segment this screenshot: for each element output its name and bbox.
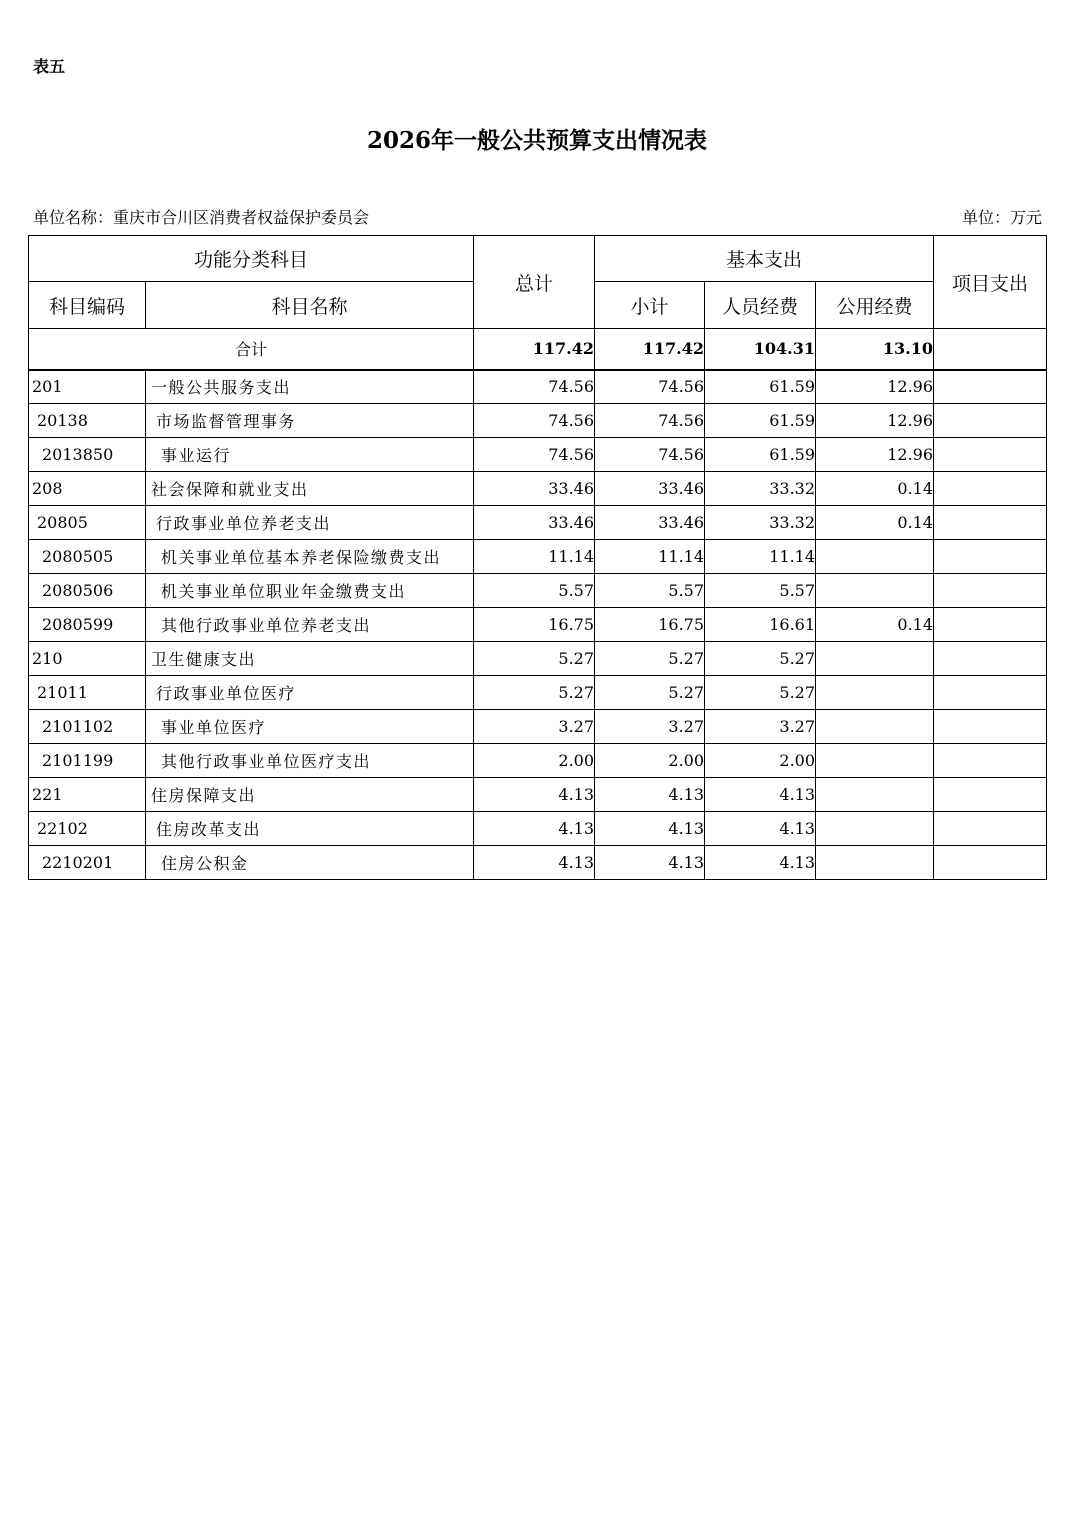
public-cell: [816, 778, 934, 812]
public-cell: [816, 642, 934, 676]
subtotal-cell: 5.27: [595, 676, 705, 710]
total-cell: 74.56: [474, 370, 595, 404]
subtotal-cell: 5.57: [595, 574, 705, 608]
personnel-cell: 2.00: [705, 744, 816, 778]
table-row: [29, 404, 1047, 438]
subject-code-cell: 2013850: [29, 438, 146, 472]
personnel-cell: 61.59: [705, 404, 816, 438]
project-cell: [934, 608, 1047, 642]
public-cell: [816, 744, 934, 778]
subject-code-cell: 2101102: [29, 710, 146, 744]
total-cell: 2.00: [474, 744, 595, 778]
public-cell: [816, 676, 934, 710]
subject-name-cell: 事业单位医疗: [146, 710, 474, 744]
project-cell: [934, 676, 1047, 710]
total-cell-personnel: 104.31: [705, 329, 816, 370]
header-personnel-cost: 人员经费: [705, 282, 816, 329]
total-cell: 74.56: [474, 404, 595, 438]
total-cell: 16.75: [474, 608, 595, 642]
subject-name-cell: 行政事业单位养老支出: [146, 506, 474, 540]
total-cell: 33.46: [474, 472, 595, 506]
personnel-cell: 61.59: [705, 438, 816, 472]
subject-name-cell: 社会保障和就业支出: [146, 472, 474, 506]
subject-name-cell: 住房改革支出: [146, 812, 474, 846]
subject-name-cell: 住房公积金: [146, 846, 474, 880]
personnel-cell: 5.27: [705, 642, 816, 676]
project-cell: [934, 506, 1047, 540]
project-cell: [934, 540, 1047, 574]
subject-code-cell: 210: [29, 642, 146, 676]
table-row: [29, 608, 1047, 642]
header-basic-expenditure: 基本支出: [595, 236, 934, 282]
total-cell-public: 13.10: [816, 329, 934, 370]
total-cell: 4.13: [474, 812, 595, 846]
header-project-expenditure: 项目支出: [934, 236, 1047, 329]
subject-name-cell: 一般公共服务支出: [146, 370, 474, 404]
page-title: 2026年一般公共预算支出情况表: [366, 127, 707, 154]
personnel-cell: 33.32: [705, 472, 816, 506]
table-row: [29, 710, 1047, 744]
subtotal-cell: 4.13: [595, 778, 705, 812]
personnel-cell: 4.13: [705, 812, 816, 846]
table-row: [29, 744, 1047, 778]
subject-name-cell: 住房保障支出: [146, 778, 474, 812]
project-cell: [934, 744, 1047, 778]
subtotal-cell: 16.75: [595, 608, 705, 642]
table-row: [29, 846, 1047, 880]
table-row: [29, 574, 1047, 608]
subject-name-cell: 事业运行: [146, 438, 474, 472]
subject-code-cell: 20138: [29, 404, 146, 438]
total-cell: 5.27: [474, 676, 595, 710]
total-cell: 5.27: [474, 642, 595, 676]
table-row: [29, 812, 1047, 846]
subject-name-cell: 其他行政事业单位医疗支出: [146, 744, 474, 778]
project-cell: [934, 778, 1047, 812]
total-cell-subtotal: 117.42: [595, 329, 705, 370]
project-cell: [934, 574, 1047, 608]
public-cell: 0.14: [816, 608, 934, 642]
total-cell: 11.14: [474, 540, 595, 574]
total-cell: 33.46: [474, 506, 595, 540]
personnel-cell: 4.13: [705, 778, 816, 812]
project-cell: [934, 404, 1047, 438]
header-subject-name: 科目名称: [146, 282, 474, 329]
personnel-cell: 3.27: [705, 710, 816, 744]
subtotal-cell: 33.46: [595, 506, 705, 540]
project-cell: [934, 846, 1047, 880]
public-cell: [816, 540, 934, 574]
public-cell: 12.96: [816, 404, 934, 438]
total-row: [29, 329, 1047, 370]
public-cell: 12.96: [816, 438, 934, 472]
personnel-cell: 16.61: [705, 608, 816, 642]
subtotal-cell: 2.00: [595, 744, 705, 778]
subject-name-cell: 机关事业单位职业年金缴费支出: [146, 574, 474, 608]
public-cell: [816, 846, 934, 880]
header-total: 总计: [474, 236, 595, 329]
personnel-cell: 4.13: [705, 846, 816, 880]
table-row: [29, 472, 1047, 506]
total-cell-total: 117.42: [474, 329, 595, 370]
subject-code-cell: 2101199: [29, 744, 146, 778]
subject-code-cell: 208: [29, 472, 146, 506]
subtotal-cell: 4.13: [595, 846, 705, 880]
public-cell: 12.96: [816, 370, 934, 404]
total-cell-project: [934, 329, 1047, 370]
table-row: [29, 676, 1047, 710]
subtotal-cell: 74.56: [595, 438, 705, 472]
subject-code-cell: 2210201: [29, 846, 146, 880]
subject-name-cell: 机关事业单位基本养老保险缴费支出: [146, 540, 474, 574]
subtotal-cell: 4.13: [595, 812, 705, 846]
table-row: [29, 370, 1047, 404]
personnel-cell: 33.32: [705, 506, 816, 540]
subtotal-cell: 11.14: [595, 540, 705, 574]
table-row: [29, 642, 1047, 676]
header-functional-classification: 功能分类科目: [29, 236, 474, 282]
public-cell: [816, 574, 934, 608]
subject-name-cell: 行政事业单位医疗: [146, 676, 474, 710]
total-cell: 5.57: [474, 574, 595, 608]
subtotal-cell: 3.27: [595, 710, 705, 744]
header-subject-code: 科目编码: [29, 282, 146, 329]
personnel-cell: 5.27: [705, 676, 816, 710]
public-cell: 0.14: [816, 472, 934, 506]
personnel-cell: 5.57: [705, 574, 816, 608]
unit-name: 单位名称：重庆市合川区消费者权益保护委员会: [33, 208, 370, 227]
personnel-cell: 11.14: [705, 540, 816, 574]
project-cell: [934, 438, 1047, 472]
public-cell: 0.14: [816, 506, 934, 540]
subject-name-cell: 卫生健康支出: [146, 642, 474, 676]
project-cell: [934, 472, 1047, 506]
header-public-cost: 公用经费: [816, 282, 934, 329]
subtotal-cell: 74.56: [595, 404, 705, 438]
subject-name-cell: 市场监督管理事务: [146, 404, 474, 438]
subject-code-cell: 221: [29, 778, 146, 812]
subject-code-cell: 20805: [29, 506, 146, 540]
table-tag: 表五: [33, 57, 66, 76]
subtotal-cell: 74.56: [595, 370, 705, 404]
subtotal-cell: 5.27: [595, 642, 705, 676]
public-cell: [816, 812, 934, 846]
unit-label: 单位：万元: [961, 208, 1042, 227]
budget-table: [28, 235, 1047, 880]
total-cell: 4.13: [474, 846, 595, 880]
header-subtotal: 小计: [595, 282, 705, 329]
public-cell: [816, 710, 934, 744]
table-row: [29, 438, 1047, 472]
subject-code-cell: 2080505: [29, 540, 146, 574]
project-cell: [934, 710, 1047, 744]
project-cell: [934, 812, 1047, 846]
table-row: [29, 540, 1047, 574]
personnel-cell: 61.59: [705, 370, 816, 404]
subject-code-cell: 21011: [29, 676, 146, 710]
subject-code-cell: 2080599: [29, 608, 146, 642]
subject-name-cell: 其他行政事业单位养老支出: [146, 608, 474, 642]
subject-code-cell: 2080506: [29, 574, 146, 608]
total-label: 合计: [29, 329, 474, 370]
table-row: [29, 506, 1047, 540]
total-cell: 74.56: [474, 438, 595, 472]
subject-code-cell: 22102: [29, 812, 146, 846]
total-cell: 3.27: [474, 710, 595, 744]
project-cell: [934, 642, 1047, 676]
table-row: [29, 778, 1047, 812]
total-cell: 4.13: [474, 778, 595, 812]
subject-code-cell: 201: [29, 370, 146, 404]
project-cell: [934, 370, 1047, 404]
subtotal-cell: 33.46: [595, 472, 705, 506]
table-body: [29, 370, 1047, 880]
